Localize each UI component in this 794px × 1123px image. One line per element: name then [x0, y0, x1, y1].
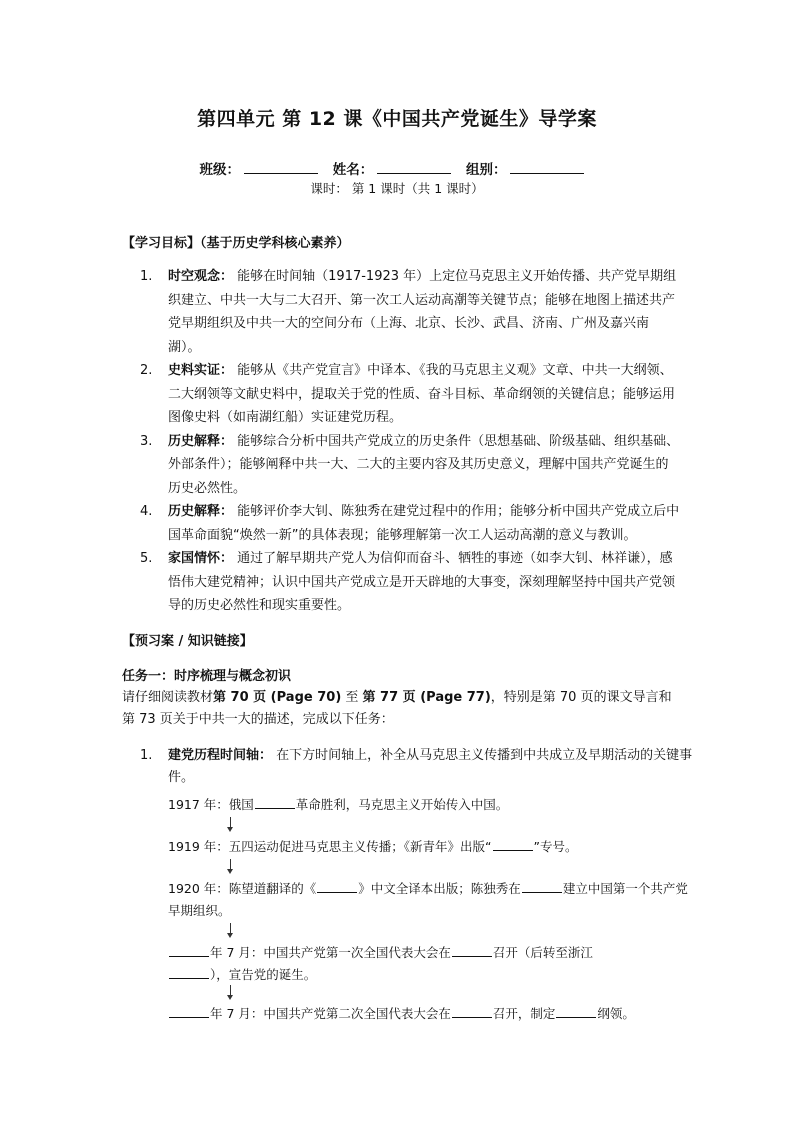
page-ref-70: 第 70 页 (Page 70)	[213, 690, 342, 705]
fill-blank[interactable]	[169, 1004, 209, 1018]
down-arrow-icon	[225, 923, 237, 939]
intro-text: 至	[341, 690, 363, 705]
timeline-text: ”专号。	[533, 839, 578, 854]
objective-keyword: 史料实证：	[168, 363, 234, 378]
objective-number: 4.	[140, 504, 153, 519]
group-blank[interactable]	[510, 161, 584, 174]
fill-blank[interactable]	[493, 837, 533, 851]
objective-keyword: 历史解释：	[168, 433, 234, 449]
name-label: 姓名：	[332, 162, 374, 178]
page-ref-77: 第 77 页 (Page 77)	[362, 690, 491, 705]
intro-text: 请仔细阅读教材	[122, 690, 214, 705]
objective-keyword: 历史解释：	[168, 504, 234, 519]
fill-blank[interactable]	[169, 965, 209, 979]
timeline-text: 召开，制定	[492, 1006, 556, 1021]
objective-number: 3.	[140, 433, 153, 449]
objective-number: 1.	[140, 269, 153, 284]
objective-item	[140, 359, 680, 430]
objective-number: 2.	[140, 363, 153, 378]
period-text: 课时： 第 1 课时（共 1 课时）	[310, 181, 484, 196]
objective-text: 能够从《共产党宣言》中译本、《我的马克思主义观》文章、中共一大纲领、二大纲领等文献史料中，提取关于党的性质、奋斗目标、革命纲领的关键信息；能够运用图像史料（如南湖红船）实证建党历程。	[168, 363, 676, 425]
timeline-text: 年 7 月：中国共产党第一次全国代表大会在	[210, 945, 451, 960]
class-blank[interactable]	[244, 161, 318, 174]
student-info-row	[0, 158, 794, 178]
down-arrow-icon	[225, 817, 237, 833]
task-intro	[122, 687, 682, 731]
timeline-text: 纲领。	[597, 1006, 635, 1021]
objective-text: 能够评价李大钊、陈独秀在建党过程中的作用；能够分析中国共产党成立后中国革命面貌“焕然一新”的具体表现；能够理解第一次工人运动高潮的意义与教训。	[168, 504, 680, 543]
objective-keyword: 家国情怀：	[168, 551, 234, 566]
task-item-text: 在下方时间轴上，补全从马克思主义传播到中共成立及早期活动的关键事件。	[168, 748, 693, 785]
objective-text: 通过了解早期共产党人为信仰而奋斗、牺牲的事迹（如李大钊、林祥谦），感悟伟大建党精神；认识中国共产党成立是开天辟地的大事变，深刻理解坚持中国共产党领导的历史必然性和现实重要性。	[168, 551, 676, 613]
task-item-keyword: 建党历程时间轴：	[168, 748, 273, 763]
timeline-text: ），宣告党的诞生。	[210, 967, 317, 982]
timeline-text: 革命胜利，马克思主义开始传入中国。	[295, 797, 509, 812]
timeline-text: 建立中国第一个共产党早期组织。	[168, 881, 688, 918]
objective-item	[140, 547, 680, 618]
fill-blank[interactable]	[452, 1004, 492, 1018]
fill-blank[interactable]	[317, 879, 357, 893]
timeline-text: 1920 年：陈望道翻译的《	[168, 881, 317, 896]
timeline-entry-1917	[168, 794, 688, 816]
timeline-text: 召开（后转至浙江	[492, 945, 593, 960]
timeline-entry-second-congress	[168, 1003, 688, 1025]
fill-blank[interactable]	[452, 943, 492, 957]
objective-item	[140, 265, 680, 359]
preview-heading: 【预习案 / 知识链接】	[122, 634, 253, 649]
intro-text: ，特别是第 70 页的课文导言和第 73 页关于中共一大的描述，完成以下任务：	[122, 690, 672, 727]
name-blank[interactable]	[377, 161, 451, 174]
page-title: 第四单元 第 12 课《中国共产党诞生》导学案	[197, 108, 597, 130]
timeline-entry-first-congress	[168, 942, 688, 986]
objective-number: 5.	[140, 551, 153, 566]
fill-blank[interactable]	[255, 795, 295, 809]
fill-blank[interactable]	[556, 1004, 596, 1018]
objectives-heading: 【学习目标】（基于历史学科核心素养）	[122, 236, 350, 251]
task-item	[140, 745, 708, 789]
down-arrow-icon	[225, 859, 237, 875]
timeline-entry-1920	[168, 878, 688, 922]
class-label: 班级：	[199, 162, 241, 178]
fill-blank[interactable]	[169, 943, 209, 957]
group-label: 组别：	[465, 162, 507, 178]
objective-item	[140, 430, 680, 501]
objective-item	[140, 500, 680, 547]
task-item-number: 1.	[140, 748, 153, 763]
timeline-text: 1917 年：俄国	[168, 797, 254, 812]
timeline-text: 1919 年：五四运动促进马克思主义传播；《新青年》出版“	[168, 839, 492, 854]
timeline-entry-1919	[168, 836, 688, 858]
objective-keyword: 时空观念：	[168, 269, 234, 284]
timeline-text: 年 7 月：中国共产党第二次全国代表大会在	[210, 1006, 451, 1021]
fill-blank[interactable]	[522, 879, 562, 893]
timeline-text: 》中文全译本出版；陈独秀在	[358, 881, 521, 896]
down-arrow-icon	[225, 985, 237, 1001]
objectives-list	[140, 265, 680, 618]
task-title: 任务一：时序梳理与概念初识	[122, 669, 292, 684]
objective-text: 能够综合分析中国共产党成立的历史条件（思想基础、阶级基础、组织基础、外部条件）；能够阐释中共一大、二大的主要内容及其历史意义，理解中国共产党诞生的历史必然性。	[168, 433, 680, 496]
objective-text: 能够在时间轴（1917-1923 年）上定位马克思主义开始传播、共产党早期组织建立、中共一大与二大召开、第一次工人运动高潮等关键节点；能够在地图上描述共产党早期组织及中共一大的空间分布（上海、北京、长沙、武昌、济南、广州及嘉兴南湖）。	[168, 269, 677, 355]
